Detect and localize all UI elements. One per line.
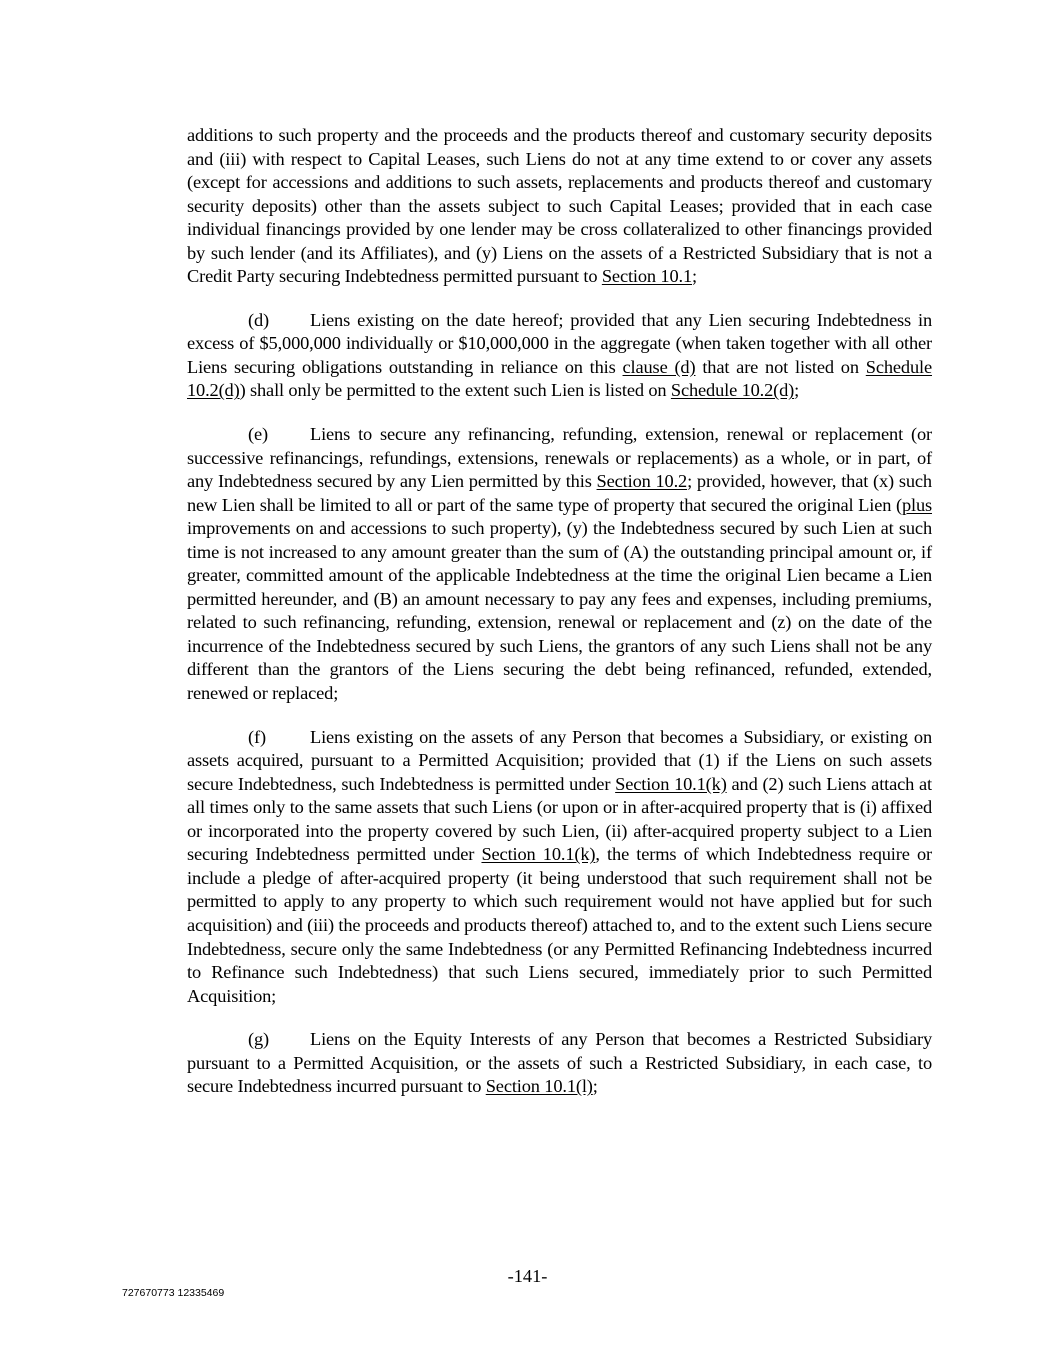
paragraph-text: that are not listed on [695,356,866,377]
paragraph-continuation [187,124,932,289]
paragraph-text: improvements on and accessions to such property), (y) the Indebtedness secured by such Lien at such time is not increased to any amount greater than the sum of (A) the outstanding principal amount or, if greater, committed amount of the applicable Indebtedness at the time the original Lien became a Lien permitted hereunder, and (B) an amount necessary to pay any fees and expenses, including premiums, related to such refinancing, refunding, extension, renewal or replacement and (z) on the date of the incurrence of the Indebtedness secured by such Liens, the grantors of any such Liens shall not be any different than the grantors of the Liens securing the debt being refinanced, refunded, extended, renewed or replaced; [187,518,932,704]
clause-label: (d) [248,309,269,330]
paragraph-text: Liens existing on the date hereof; provided that any Lien securing Indebtedness in excess of $5,000,000 individually or $10,000,000 in the aggregate (when taken together with all other Liens securing obligations outstanding in reliance on this [187,309,932,377]
paragraph-text: Liens existing on the assets of any Person that becomes a Subsidiary, or existing on assets acquired, pursuant to a Permitted Acquisition; provided that (1) if the Liens on such assets secure Indebtedness, such Indebtedness is permitted under [187,726,932,794]
clause-f [187,726,932,1009]
paragraph-text: ; [794,380,800,401]
cross-reference-link[interactable]: Section 10.1(k) [481,844,596,865]
paragraph-text: ; provided, however, that (x) such new Lien shall be limited to all or part of the same type of property that secured the original Lien ( [187,471,932,515]
clause-label: (g) [248,1029,269,1050]
page-number: -141- [507,1266,548,1286]
clause-e [187,423,932,706]
paragraph-text: additions to such property and the proceeds and the products thereof and customary security deposits and (iii) with respect to Capital Leases, such Liens do not at any time extend to or cover any assets (except for accessions and additions to such assets, replacements and products thereof and customary security deposits) other than the assets subject to such Capital Leases; provided that in each case individual financings provided by one lender may be cross collateralized to other financings provided by such lender (and its Affiliates), and (y) Liens on the assets of a Restricted Subsidiary that is not a Credit Party securing Indebtedness permitted pursuant to [187,125,932,287]
paragraph-text: ; [592,1076,598,1097]
cross-reference-link[interactable]: clause (d) [622,356,696,377]
cross-reference-link[interactable]: Schedule 10.2(d) [670,380,795,401]
clause-g [187,1028,932,1099]
cross-reference-link[interactable]: Section 10.1(k) [615,773,727,794]
paragraph-text: ) shall only be permitted to the extent such Lien is listed on [239,380,671,401]
document-id: 727670773 12335469 [122,1287,225,1299]
paragraph-text: and (2) such Liens attach at all times only to the same assets that such Liens (or upon or in after-acquired property that is (i) affixed or incorporated into the property covered by such Lien, (ii) after-acquired property subject to a Lien securing Indebtedness permitted under [187,773,932,865]
cross-reference-link[interactable]: Section 10.1(l) [485,1076,593,1097]
paragraph-text: , the terms of which Indebtedness require or include a pledge of after-acquired property (it being understood that such requirement shall not be permitted to apply to any property to which such requirement would not have applied but for such acquisition) and (iii) the proceeds and products thereof) attached to, and to the extent such Liens secure Indebtedness, secure only the same Indebtedness (or any Permitted Refinancing Indebtedness incurred to Refinance such Indebtedness) that such Liens secured, immediately prior to such Permitted Acquisition; [187,844,932,1006]
clause-label: (f) [248,726,266,747]
emphasized-term: plus [901,494,932,515]
paragraph-text: Liens to secure any refinancing, refunding, extension, renewal or replacement (or successive refinancings, refundings, extensions, renewals or replacements) as a whole, or in part, of any Indebtedness secured by any Lien permitted by this [187,424,932,492]
cross-reference-link[interactable]: Section 10.2 [596,471,688,492]
cross-reference-link[interactable]: Section 10.1 [601,266,693,287]
cross-reference-link[interactable]: Schedule 10.2(d) [187,356,932,401]
clause-d [187,309,932,403]
paragraph-text: ; [692,266,697,287]
document-body [187,124,932,1119]
paragraph-text: Liens on the Equity Interests of any Person that becomes a Restricted Subsidiary pursuant to a Permitted Acquisition, or the assets of such a Restricted Subsidiary, in each case, to secure Indebtedness incurred pursuant to [187,1029,932,1097]
clause-label: (e) [248,424,268,445]
